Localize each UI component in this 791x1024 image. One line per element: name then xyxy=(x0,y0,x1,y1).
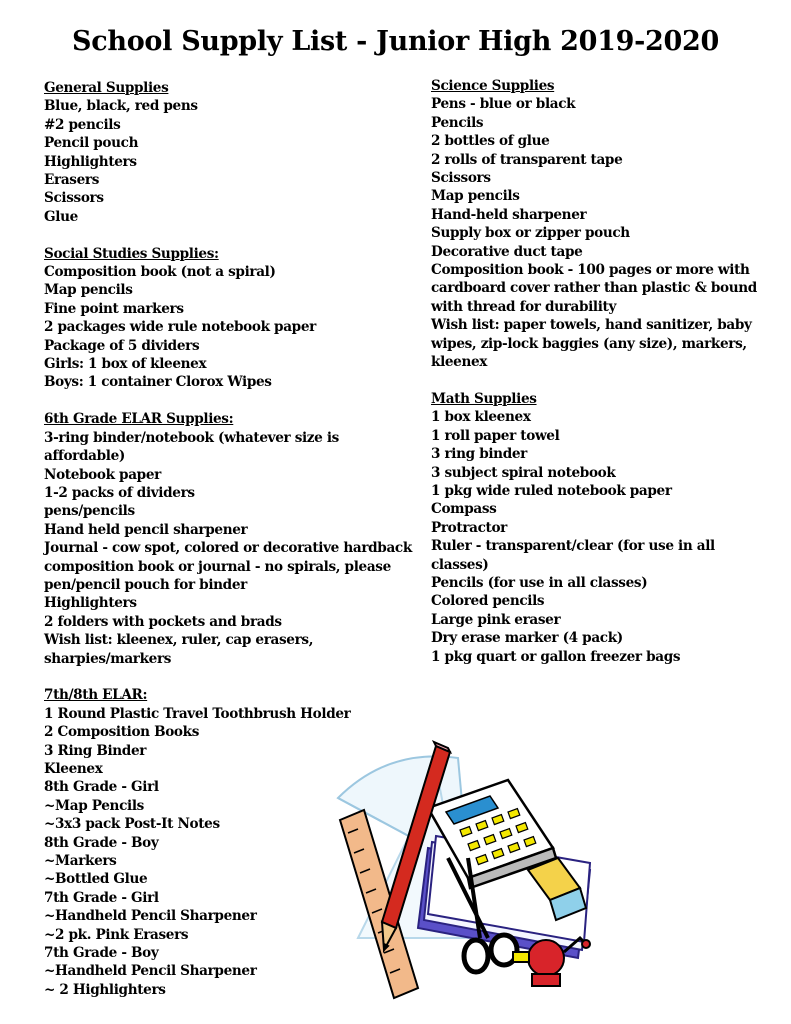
list-item: 3 subject spiral notebook xyxy=(431,464,616,481)
section-math-supplies xyxy=(431,390,761,666)
list-item: Composition book (not a spiral) xyxy=(44,264,276,281)
list-item: Colored pencils xyxy=(431,593,545,610)
list-item: Scissors xyxy=(44,190,104,207)
list-item: ~ 2 Highlighters xyxy=(44,981,166,998)
supply-list xyxy=(44,263,414,392)
section-heading: Math Supplies xyxy=(431,390,537,407)
list-item: 1-2 packs of dividers xyxy=(44,484,195,501)
list-item: Pens - blue or black xyxy=(431,96,576,113)
list-item: 1 pkg wide ruled notebook paper xyxy=(431,482,672,499)
supply-list xyxy=(431,95,761,371)
section-heading: 6th Grade ELAR Supplies: xyxy=(44,411,234,428)
list-item: Map pencils xyxy=(44,282,133,299)
school-supplies-clipart-icon xyxy=(318,738,618,1008)
list-item: Pencil pouch xyxy=(44,135,139,152)
supply-list xyxy=(44,97,414,226)
list-item: Scissors xyxy=(431,170,491,187)
list-item: Supply box or zipper pouch xyxy=(431,225,630,242)
list-item: 7th Grade - Girl xyxy=(44,889,159,906)
list-item: Map pencils xyxy=(431,188,520,205)
list-item: Package of 5 dividers xyxy=(44,337,200,354)
list-item: Journal - cow spot, colored or decorative hardback composition book or journal - no spirals, please xyxy=(44,540,412,575)
list-item: ~3x3 pack Post-It Notes xyxy=(44,816,220,833)
list-item: 2 Composition Books xyxy=(44,724,200,741)
list-item: #2 pencils xyxy=(44,116,121,133)
list-item: pens/pencils xyxy=(44,503,135,520)
section-heading: Science Supplies xyxy=(431,78,555,94)
list-item: 2 bottles of glue xyxy=(431,133,550,150)
section-science-supplies xyxy=(431,77,761,372)
list-item: 2 rolls of transparent tape xyxy=(431,151,623,168)
list-item: 3 Ring Binder xyxy=(44,742,147,759)
page-title: School Supply List - Junior High 2019-2020 xyxy=(72,26,719,57)
list-item: Compass xyxy=(431,501,497,518)
list-item: Boys: 1 container Clorox Wipes xyxy=(44,374,272,391)
list-item: Large pink eraser xyxy=(431,611,561,628)
list-item: 2 folders with pockets and brads xyxy=(44,613,282,630)
list-item: Fine point markers xyxy=(44,300,184,317)
supply-list xyxy=(431,408,761,666)
list-item: 8th Grade - Girl xyxy=(44,779,159,796)
list-item: 3-ring binder/notebook (whatever size is affordable) xyxy=(44,429,339,465)
section-heading: Social Studies Supplies: xyxy=(44,245,219,262)
list-item: ~Map Pencils xyxy=(44,797,144,814)
list-item: Dry erase marker (4 pack) xyxy=(431,630,623,647)
list-item: Girls: 1 box of kleenex xyxy=(44,356,207,373)
list-item: 1 Round Plastic Travel Toothbrush Holder xyxy=(44,705,351,722)
list-item: Notebook paper xyxy=(44,466,161,483)
list-item: 7th Grade - Boy xyxy=(44,945,159,962)
list-item: pen/pencil pouch for binder xyxy=(44,576,247,593)
list-item: Decorative duct tape xyxy=(431,243,583,260)
list-item: Composition book - 100 pages or more with cardboard cover rather than plastic & bound with thread for durability xyxy=(431,262,757,315)
list-item: Glue xyxy=(44,208,78,225)
list-item: Hand-held sharpener xyxy=(431,206,587,223)
list-item: Pencils (for use in all classes) xyxy=(431,574,648,591)
list-item: Hand held pencil sharpener xyxy=(44,521,248,538)
list-item: Highlighters xyxy=(44,595,137,612)
section-general-supplies xyxy=(44,79,414,226)
list-item: Ruler - transparent/clear (for use in all classes) xyxy=(431,538,715,573)
section-heading: 7th/8th ELAR: xyxy=(44,687,148,704)
right-column xyxy=(431,77,761,684)
list-item: ~2 pk. Pink Erasers xyxy=(44,926,189,943)
list-item: ~Bottled Glue xyxy=(44,871,148,888)
section-heading: General Supplies xyxy=(44,80,169,96)
list-item: 1 roll paper towel xyxy=(431,427,560,444)
list-item: Wish list: paper towels, hand sanitizer, baby wipes, zip-lock baggies (any size), markers, kleenex xyxy=(431,317,752,371)
list-item: 1 pkg quart or gallon freezer bags xyxy=(431,648,681,665)
list-item: 8th Grade - Boy xyxy=(44,834,159,851)
list-item: Kleenex xyxy=(44,760,103,777)
list-item: 2 packages wide rule notebook paper xyxy=(44,319,316,336)
section-6th-grade-elar-supplies xyxy=(44,410,414,668)
list-item: Blue, black, red pens xyxy=(44,98,198,115)
list-item: Protractor xyxy=(431,519,507,536)
list-item: Highlighters xyxy=(44,153,137,170)
list-item: Wish list: kleenex, ruler, cap erasers, sharpies/markers xyxy=(44,632,314,667)
list-item: Pencils xyxy=(431,114,484,131)
list-item: 1 box kleenex xyxy=(431,409,531,426)
section-social-studies-supplies xyxy=(44,245,414,392)
list-item: ~Handheld Pencil Sharpener xyxy=(44,908,257,925)
list-item: ~Handheld Pencil Sharpener xyxy=(44,963,257,980)
list-item: Erasers xyxy=(44,172,99,189)
supply-list xyxy=(44,429,414,668)
list-item: ~Markers xyxy=(44,853,117,870)
list-item: 3 ring binder xyxy=(431,446,527,463)
